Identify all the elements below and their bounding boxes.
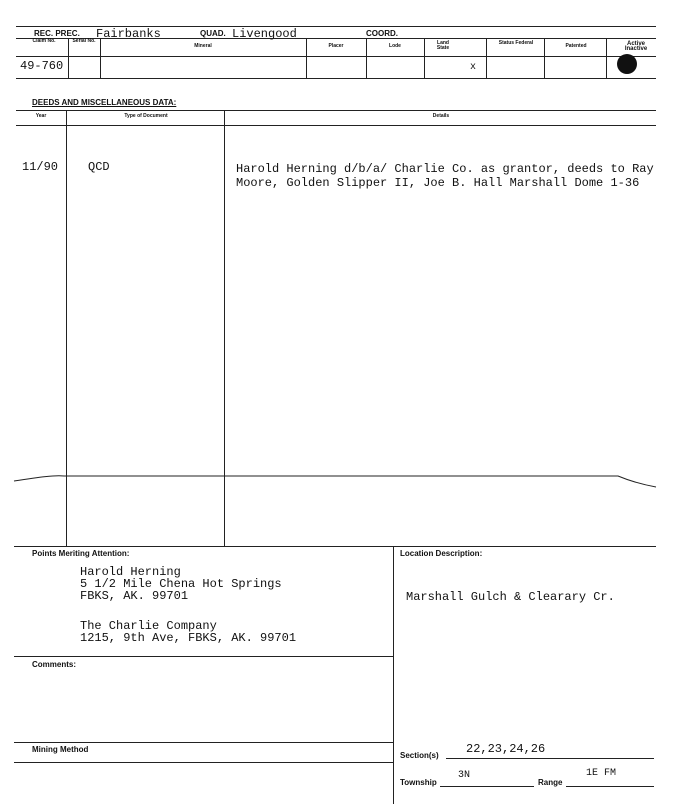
quad-label: QUAD. [200, 29, 226, 38]
col-lode: Lode [389, 43, 401, 49]
sep-6 [486, 38, 487, 78]
rec-prec-value: Fairbanks [96, 27, 161, 41]
col-placer: Placer [328, 43, 344, 49]
sep-1 [68, 38, 69, 78]
land-state-mark: x [470, 62, 477, 73]
addr2-line1: The Charlie Company [80, 619, 217, 633]
header-bottom-line [16, 78, 656, 79]
sep-7 [544, 38, 545, 78]
quad-value: Livengood [232, 27, 297, 41]
col-type: Type of Document [124, 113, 168, 119]
sep-8 [606, 38, 607, 78]
active-dot [617, 54, 637, 74]
claim-no-value: 49-760 [20, 59, 64, 73]
location-label: Location Description: [400, 549, 483, 558]
col-mineral: Mineral [194, 43, 212, 49]
points-label: Points Meriting Attention: [32, 549, 130, 558]
deed-year: 11/90 [22, 160, 59, 174]
location-value: Marshall Gulch & Clearary Cr. [406, 590, 615, 604]
col-claim-no: Claim No. [32, 38, 56, 44]
deed-type: QCD [88, 160, 110, 174]
section-underline [446, 758, 654, 759]
points-address-1 [80, 566, 282, 602]
points-address-2 [80, 620, 296, 644]
addr1-line3: FBKS, AK. 99701 [80, 589, 189, 603]
coord-label: COORD. [366, 29, 398, 38]
township-label: Township [400, 778, 437, 787]
fold-line [0, 465, 678, 495]
col-land-state: Land State [436, 40, 450, 51]
col-status-federal: Status Federal [498, 40, 534, 46]
sep-3 [306, 38, 307, 78]
deed-details-line2: Moore, Golden Slipper II, Joe B. Hall Marshall Dome 1-36 [236, 176, 640, 190]
lower-divider [393, 546, 394, 804]
range-label: Range [538, 778, 563, 787]
mining-bottom-line [14, 762, 393, 763]
deeds-header-line [16, 125, 656, 126]
addr1-line2: 5 1/2 Mile Chena Hot Springs [80, 577, 282, 591]
col-details: Details [432, 113, 450, 119]
deeds-top-line [16, 110, 656, 111]
addr2-line2: 1215, 9th Ave, FBKS, AK. 99701 [80, 631, 297, 645]
township-underline [440, 786, 534, 787]
deeds-title: DEEDS AND MISCELLANEOUS DATA: [32, 98, 177, 107]
col-active: Active Inactive [624, 41, 648, 52]
deed-details-line1: Harold Herning d/b/a/ Charlie Co. as grantor, deeds to Ray [236, 162, 654, 176]
section-value: 22,23,24,26 [466, 742, 546, 756]
range-value: 1E FM [586, 768, 617, 779]
col-serial-no: Serial No. [72, 38, 96, 44]
mining-top-line [14, 742, 393, 743]
addr1-line1: Harold Herning [80, 565, 181, 579]
rec-prec-label: REC. PREC. [34, 29, 80, 38]
header-mid-line [16, 38, 656, 39]
mining-label: Mining Method [32, 745, 89, 754]
col-patented: Patented [565, 43, 587, 49]
header-row-line [16, 56, 656, 57]
col-year: Year [35, 113, 47, 119]
section-label: Section(s) [400, 751, 439, 760]
sep-5 [424, 38, 425, 78]
comments-top-line [14, 656, 393, 657]
range-underline [566, 786, 654, 787]
lower-top-line [14, 546, 656, 547]
sep-2 [100, 38, 101, 78]
comments-label: Comments: [32, 660, 77, 669]
sep-4 [366, 38, 367, 78]
township-value: 3N [458, 770, 471, 781]
